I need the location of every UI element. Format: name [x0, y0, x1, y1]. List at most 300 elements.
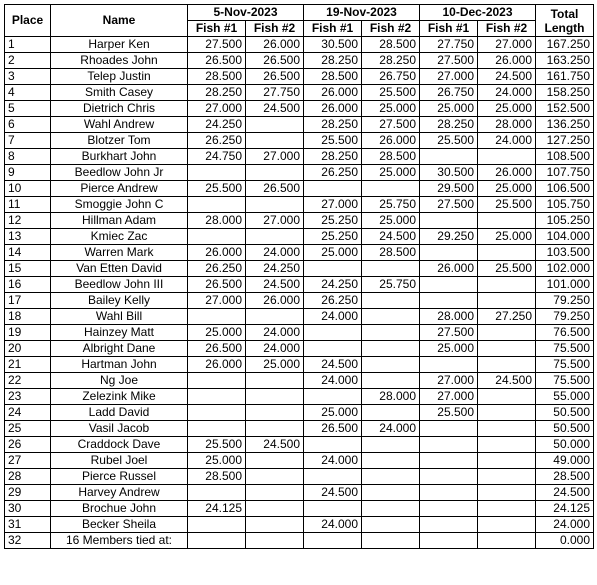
fish-length-cell	[478, 389, 536, 405]
fish-length-cell: 25.500	[420, 405, 478, 421]
fish-length-cell	[478, 213, 536, 229]
fish-length-cell: 29.250	[420, 229, 478, 245]
fish-length-cell: 24.000	[478, 85, 536, 101]
fish-length-cell: 27.000	[246, 149, 304, 165]
fish-length-cell	[188, 229, 246, 245]
name-cell: Vasil Jacob	[51, 421, 188, 437]
fish-length-cell: 27.750	[246, 85, 304, 101]
fish-length-cell: 25.500	[188, 437, 246, 453]
fish-length-cell	[304, 325, 362, 341]
table-row	[5, 53, 594, 69]
total-length-cell: 75.500	[536, 341, 594, 357]
fish-length-cell: 26.250	[188, 261, 246, 277]
place-cell: 26	[5, 437, 51, 453]
fish-length-cell: 26.500	[304, 421, 362, 437]
table-row	[5, 165, 594, 181]
fish-length-cell: 28.250	[304, 53, 362, 69]
total-length-cell: 76.500	[536, 325, 594, 341]
place-cell: 31	[5, 517, 51, 533]
place-cell: 4	[5, 85, 51, 101]
fish-length-cell: 26.500	[188, 341, 246, 357]
name-cell: Zelezink Mike	[51, 389, 188, 405]
fish-length-cell	[362, 517, 420, 533]
fish-length-cell: 24.500	[304, 485, 362, 501]
table-row	[5, 517, 594, 533]
fish-length-cell: 26.500	[188, 53, 246, 69]
fish-length-cell: 24.000	[304, 309, 362, 325]
name-header: Name	[51, 5, 188, 37]
fish-length-cell	[420, 517, 478, 533]
fish-length-cell: 28.500	[362, 37, 420, 53]
place-cell: 16	[5, 277, 51, 293]
fish-length-cell	[420, 501, 478, 517]
fish-length-cell	[478, 453, 536, 469]
fish-length-cell	[246, 229, 304, 245]
place-header: Place	[5, 5, 51, 37]
total-length-cell: 24.500	[536, 485, 594, 501]
total-length-cell: 75.500	[536, 357, 594, 373]
name-cell: Albright Dane	[51, 341, 188, 357]
fish-length-cell	[246, 373, 304, 389]
table-row	[5, 133, 594, 149]
fish-length-cell: 27.000	[420, 373, 478, 389]
fish-length-cell: 28.000	[362, 389, 420, 405]
fish-length-cell: 27.000	[420, 69, 478, 85]
total-length-cell: 79.250	[536, 309, 594, 325]
fish-length-cell: 25.000	[304, 245, 362, 261]
fish-length-cell: 24.500	[246, 101, 304, 117]
place-cell: 3	[5, 69, 51, 85]
name-cell: Blotzer Tom	[51, 133, 188, 149]
fish-length-cell	[478, 501, 536, 517]
fish-length-cell	[478, 485, 536, 501]
total-length-cell: 104.000	[536, 229, 594, 245]
fish-length-cell: 29.500	[420, 181, 478, 197]
place-cell: 9	[5, 165, 51, 181]
fish-length-cell: 26.000	[188, 357, 246, 373]
name-cell: Rubel Joel	[51, 453, 188, 469]
fish-length-cell: 24.500	[478, 69, 536, 85]
fish-length-cell: 25.000	[188, 453, 246, 469]
fish-length-cell: 26.500	[246, 181, 304, 197]
fish-length-cell: 25.500	[304, 133, 362, 149]
fish-length-cell	[304, 501, 362, 517]
place-cell: 24	[5, 405, 51, 421]
fish-length-cell: 24.750	[188, 149, 246, 165]
fish-length-cell	[420, 277, 478, 293]
fish-length-cell	[478, 149, 536, 165]
place-cell: 18	[5, 309, 51, 325]
fish-length-cell	[362, 453, 420, 469]
table-row	[5, 149, 594, 165]
fish-length-cell: 27.500	[188, 37, 246, 53]
fish-length-cell: 26.750	[420, 85, 478, 101]
fish-length-cell: 25.000	[478, 181, 536, 197]
fish-length-cell	[188, 533, 246, 549]
table-row	[5, 85, 594, 101]
fish-length-cell	[362, 501, 420, 517]
fish-length-cell: 24.500	[246, 277, 304, 293]
place-cell: 22	[5, 373, 51, 389]
total-length-cell: 50.500	[536, 421, 594, 437]
table-row	[5, 37, 594, 53]
table-row	[5, 533, 594, 549]
fish-length-cell: 24.500	[362, 229, 420, 245]
fish-length-cell	[420, 293, 478, 309]
fish-length-cell	[188, 309, 246, 325]
fish-length-cell: 25.250	[304, 229, 362, 245]
fish-length-cell: 25.750	[362, 277, 420, 293]
fish-length-cell: 28.250	[420, 117, 478, 133]
name-cell: Harper Ken	[51, 37, 188, 53]
fish-length-cell: 26.000	[362, 133, 420, 149]
fish-length-cell: 25.000	[188, 325, 246, 341]
place-cell: 12	[5, 213, 51, 229]
total-length-cell: 105.250	[536, 213, 594, 229]
fish-length-cell	[246, 517, 304, 533]
place-cell: 25	[5, 421, 51, 437]
fish-length-cell	[246, 165, 304, 181]
total-length-cell: 167.250	[536, 37, 594, 53]
fish-length-cell: 26.250	[304, 165, 362, 181]
fish1-header: Fish #1	[304, 21, 362, 37]
place-cell: 19	[5, 325, 51, 341]
total-length-cell: 163.250	[536, 53, 594, 69]
table-row	[5, 101, 594, 117]
fish-length-cell: 30.500	[304, 37, 362, 53]
fish-length-cell: 25.500	[478, 261, 536, 277]
place-cell: 23	[5, 389, 51, 405]
table-body	[5, 37, 594, 549]
table-row	[5, 405, 594, 421]
total-length-cell: 127.250	[536, 133, 594, 149]
fish-length-cell: 26.000	[304, 85, 362, 101]
fish-length-cell	[188, 405, 246, 421]
fish-length-cell: 25.000	[362, 101, 420, 117]
name-cell: Van Etten David	[51, 261, 188, 277]
fish-length-cell: 24.000	[362, 421, 420, 437]
fish-length-cell: 24.500	[246, 437, 304, 453]
fish-length-cell	[362, 325, 420, 341]
fish-length-cell	[246, 309, 304, 325]
fish-length-cell: 27.000	[478, 37, 536, 53]
total-length-cell: 24.000	[536, 517, 594, 533]
fish-length-cell	[362, 341, 420, 357]
fish-length-cell: 24.250	[188, 117, 246, 133]
table-row	[5, 453, 594, 469]
fish-length-cell	[420, 245, 478, 261]
place-cell: 5	[5, 101, 51, 117]
fish-length-cell: 26.000	[246, 293, 304, 309]
table-row	[5, 357, 594, 373]
place-cell: 30	[5, 501, 51, 517]
total-length-cell: 102.000	[536, 261, 594, 277]
total-length-cell: 158.250	[536, 85, 594, 101]
fish-length-cell: 24.000	[246, 325, 304, 341]
table-row	[5, 485, 594, 501]
fish-length-cell	[362, 293, 420, 309]
name-cell: Hainzey Matt	[51, 325, 188, 341]
fish-length-cell: 27.750	[420, 37, 478, 53]
name-cell: Bailey Kelly	[51, 293, 188, 309]
total-length-cell: 50.000	[536, 437, 594, 453]
fish-length-cell	[420, 469, 478, 485]
total-length-cell: 136.250	[536, 117, 594, 133]
name-cell: Rhoades John	[51, 53, 188, 69]
fish-length-cell	[478, 469, 536, 485]
total-length-cell: 101.000	[536, 277, 594, 293]
fish-length-cell: 25.500	[188, 181, 246, 197]
table-row	[5, 469, 594, 485]
table-row	[5, 117, 594, 133]
fish-length-cell: 24.250	[304, 277, 362, 293]
table-row	[5, 341, 594, 357]
fish-length-cell	[420, 485, 478, 501]
fish-length-cell: 26.750	[362, 69, 420, 85]
fish-length-cell	[478, 517, 536, 533]
fish1-header: Fish #1	[420, 21, 478, 37]
total-length-cell: 107.750	[536, 165, 594, 181]
fish-length-cell: 27.500	[420, 325, 478, 341]
fish-length-cell	[304, 437, 362, 453]
fish-length-cell	[478, 277, 536, 293]
table-row	[5, 325, 594, 341]
fish-length-cell: 24.125	[188, 501, 246, 517]
table-row	[5, 373, 594, 389]
fish-length-cell: 28.250	[188, 85, 246, 101]
table-header	[5, 5, 594, 37]
place-cell: 8	[5, 149, 51, 165]
table-row	[5, 245, 594, 261]
fish-length-cell: 28.500	[304, 69, 362, 85]
fish-length-cell: 30.500	[420, 165, 478, 181]
fish-length-cell	[304, 469, 362, 485]
fish-length-cell	[478, 533, 536, 549]
fish-length-cell	[478, 341, 536, 357]
fish-length-cell	[246, 533, 304, 549]
fish-length-cell	[362, 309, 420, 325]
fish-length-cell: 26.000	[246, 37, 304, 53]
table-row	[5, 277, 594, 293]
fish-length-cell: 26.000	[188, 245, 246, 261]
fish-length-cell: 27.500	[420, 53, 478, 69]
fish-length-cell: 27.000	[188, 101, 246, 117]
fish-length-cell: 27.500	[362, 117, 420, 133]
table-row	[5, 389, 594, 405]
fish-length-cell	[304, 181, 362, 197]
fish-length-cell: 27.000	[304, 197, 362, 213]
total-length-cell: 108.500	[536, 149, 594, 165]
table-row	[5, 197, 594, 213]
fish-length-cell: 26.250	[304, 293, 362, 309]
fish-length-cell	[188, 165, 246, 181]
total-length-cell: 106.500	[536, 181, 594, 197]
total-length-cell: 75.500	[536, 373, 594, 389]
fish-length-cell	[246, 117, 304, 133]
place-cell: 15	[5, 261, 51, 277]
fish-length-cell	[478, 293, 536, 309]
total-length-cell: 152.500	[536, 101, 594, 117]
fish-length-cell: 28.250	[304, 117, 362, 133]
fish-length-cell: 27.250	[478, 309, 536, 325]
fish-length-cell: 28.250	[304, 149, 362, 165]
fish-length-cell: 28.250	[362, 53, 420, 69]
fish-length-cell	[188, 421, 246, 437]
fish-length-cell	[246, 485, 304, 501]
total-length-cell: 28.500	[536, 469, 594, 485]
name-cell: Craddock Dave	[51, 437, 188, 453]
table-row	[5, 229, 594, 245]
fish2-header: Fish #2	[362, 21, 420, 37]
place-cell: 28	[5, 469, 51, 485]
name-cell: Beedlow John III	[51, 277, 188, 293]
fish-length-cell	[246, 469, 304, 485]
fish-length-cell	[304, 341, 362, 357]
fish-length-cell	[420, 437, 478, 453]
total-length-cell: 103.500	[536, 245, 594, 261]
fish-length-cell	[362, 181, 420, 197]
table-row	[5, 501, 594, 517]
name-cell: Pierce Andrew	[51, 181, 188, 197]
name-cell: Hartman John	[51, 357, 188, 373]
fish-length-cell: 25.000	[362, 165, 420, 181]
place-cell: 10	[5, 181, 51, 197]
table-row	[5, 437, 594, 453]
fish-length-cell: 25.500	[362, 85, 420, 101]
place-cell: 21	[5, 357, 51, 373]
fish-length-cell: 25.250	[304, 213, 362, 229]
total-length-cell: 0.000	[536, 533, 594, 549]
name-cell: Wahl Bill	[51, 309, 188, 325]
total-length-cell: 50.500	[536, 405, 594, 421]
fish-length-cell	[188, 197, 246, 213]
fish-length-cell	[362, 437, 420, 453]
fish-length-cell	[478, 437, 536, 453]
name-cell: Wahl Andrew	[51, 117, 188, 133]
fish-length-cell	[362, 261, 420, 277]
table-row	[5, 181, 594, 197]
fish-length-cell	[188, 389, 246, 405]
fish-length-cell: 28.000	[188, 213, 246, 229]
fish-length-cell: 28.500	[188, 469, 246, 485]
fish-length-cell: 25.000	[478, 229, 536, 245]
fish-length-cell: 27.500	[420, 197, 478, 213]
fish1-header: Fish #1	[188, 21, 246, 37]
table-row	[5, 309, 594, 325]
fish-length-cell	[478, 357, 536, 373]
name-cell: Smith Casey	[51, 85, 188, 101]
place-cell: 2	[5, 53, 51, 69]
name-cell: Harvey Andrew	[51, 485, 188, 501]
fish-length-cell: 26.000	[304, 101, 362, 117]
fish-length-cell: 25.000	[246, 357, 304, 373]
place-cell: 14	[5, 245, 51, 261]
fish-length-cell	[246, 501, 304, 517]
total-length-cell: 161.750	[536, 69, 594, 85]
name-cell: Ladd David	[51, 405, 188, 421]
total-length-cell: 105.750	[536, 197, 594, 213]
fish-length-cell: 24.250	[246, 261, 304, 277]
name-cell: Burkhart John	[51, 149, 188, 165]
name-cell: Telep Justin	[51, 69, 188, 85]
fish-length-cell	[246, 421, 304, 437]
fish-length-cell: 27.000	[420, 389, 478, 405]
fish-length-cell: 25.000	[420, 101, 478, 117]
place-cell: 1	[5, 37, 51, 53]
fish-length-cell: 28.500	[362, 245, 420, 261]
name-cell: 16 Members tied at:	[51, 533, 188, 549]
fish-length-cell: 28.500	[188, 69, 246, 85]
fish-length-cell	[246, 389, 304, 405]
fish-length-cell: 24.000	[304, 453, 362, 469]
name-cell: Brochue John	[51, 501, 188, 517]
name-cell: Dietrich Chris	[51, 101, 188, 117]
fish-length-cell	[246, 133, 304, 149]
fish2-header: Fish #2	[246, 21, 304, 37]
fish-length-cell: 24.500	[478, 373, 536, 389]
date-header-1: 5-Nov-2023	[188, 5, 304, 21]
table-row	[5, 421, 594, 437]
fish-length-cell: 28.000	[420, 309, 478, 325]
name-cell: Pierce Russel	[51, 469, 188, 485]
fish-length-cell: 25.000	[420, 341, 478, 357]
fish-length-cell	[478, 245, 536, 261]
fish-length-cell: 26.500	[246, 69, 304, 85]
fish-length-cell	[478, 421, 536, 437]
fish-length-cell: 24.500	[304, 357, 362, 373]
fish-length-cell: 26.000	[420, 261, 478, 277]
fish-length-cell: 27.000	[188, 293, 246, 309]
fish-length-cell: 26.250	[188, 133, 246, 149]
date-header-2: 19-Nov-2023	[304, 5, 420, 21]
place-cell: 27	[5, 453, 51, 469]
place-cell: 11	[5, 197, 51, 213]
fish-length-cell: 25.500	[478, 197, 536, 213]
place-cell: 7	[5, 133, 51, 149]
fish-length-cell	[188, 517, 246, 533]
table-row	[5, 293, 594, 309]
name-cell: Ng Joe	[51, 373, 188, 389]
fish-length-cell	[188, 485, 246, 501]
fish-length-cell	[362, 485, 420, 501]
name-cell: Kmiec Zac	[51, 229, 188, 245]
total-length-cell: 49.000	[536, 453, 594, 469]
total-length-cell: 24.125	[536, 501, 594, 517]
fish-length-cell: 24.000	[304, 517, 362, 533]
fish-length-cell	[420, 453, 478, 469]
name-cell: Beedlow John Jr	[51, 165, 188, 181]
place-cell: 20	[5, 341, 51, 357]
total-length-cell: 55.000	[536, 389, 594, 405]
place-cell: 32	[5, 533, 51, 549]
fish-length-cell	[362, 373, 420, 389]
fish-length-cell: 25.000	[304, 405, 362, 421]
name-cell: Becker Sheila	[51, 517, 188, 533]
fish-length-cell	[420, 213, 478, 229]
total-length-cell: 79.250	[536, 293, 594, 309]
fish-length-cell: 26.500	[188, 277, 246, 293]
fish-length-cell	[420, 421, 478, 437]
fish-length-cell	[362, 357, 420, 373]
place-cell: 17	[5, 293, 51, 309]
name-cell: Hillman Adam	[51, 213, 188, 229]
fish-length-cell	[362, 533, 420, 549]
fish-length-cell	[246, 197, 304, 213]
fish-length-cell: 26.000	[478, 165, 536, 181]
fish-length-cell: 24.000	[304, 373, 362, 389]
table-row	[5, 69, 594, 85]
fish-length-cell: 27.000	[246, 213, 304, 229]
